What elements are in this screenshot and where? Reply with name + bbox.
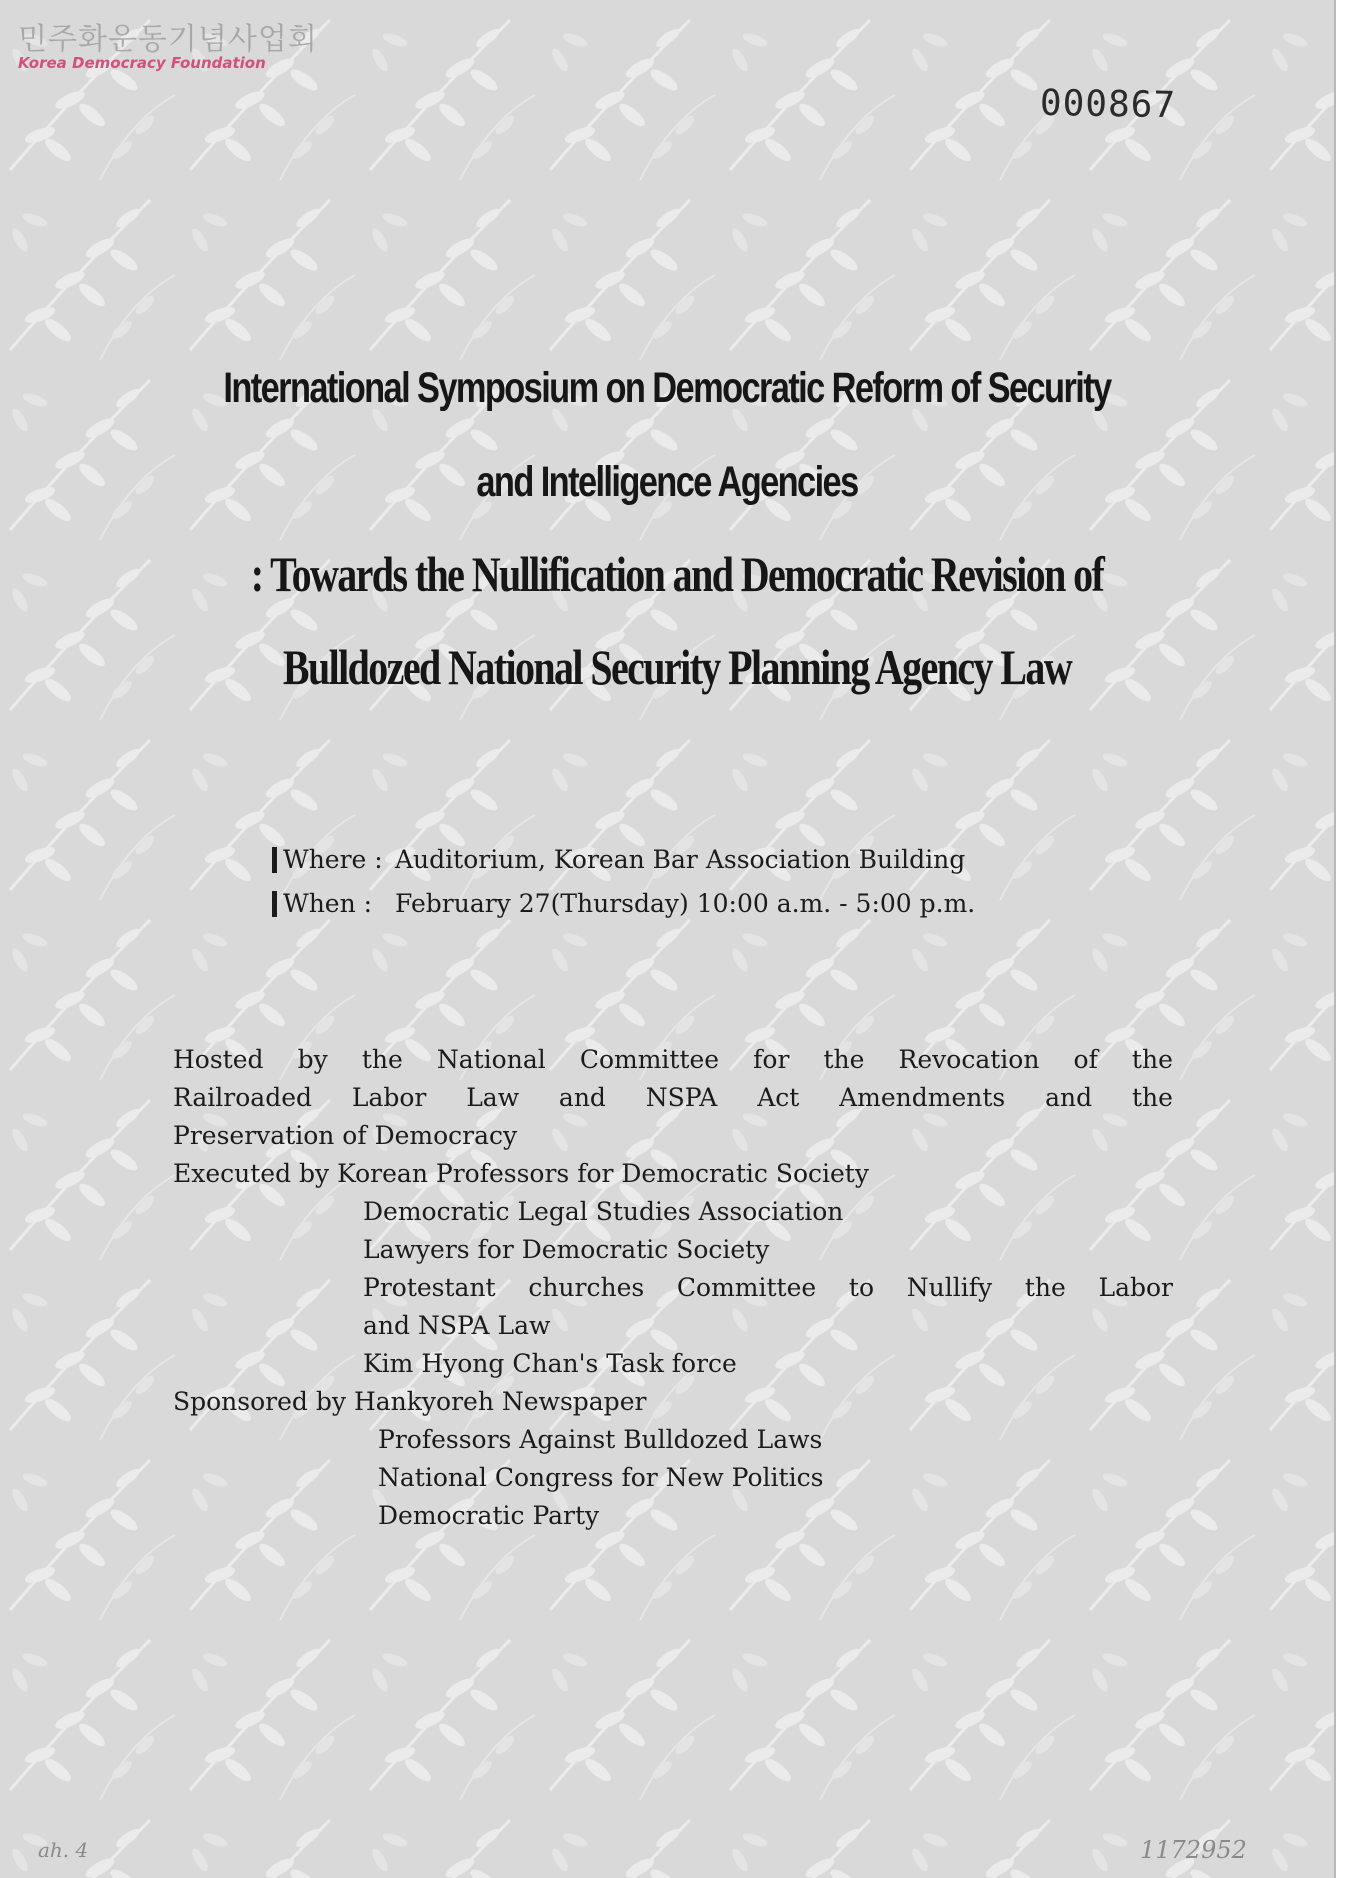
word: Labor [351,1083,427,1112]
word: Committee [676,1273,817,1302]
word: Law [466,1083,520,1112]
subtitle-line-1: : Towards the Nullification and Democratic Revision of [250,546,1104,602]
page-right-margin [1334,0,1347,1878]
venue-details [272,838,975,926]
word: Labor [1098,1273,1173,1302]
organizer-credits [173,1041,1173,1535]
bullet-bar-icon [272,891,277,917]
executed-org: Democratic Legal Studies Association [363,1197,844,1226]
word: Railroaded [173,1083,313,1112]
where-value: Auditorium, Korean Bar Association Building [395,845,966,874]
title-line-2: and Intelligence Agencies [476,458,858,506]
word: churches [528,1273,645,1302]
word: by [297,1045,328,1074]
word: Protestant [363,1273,496,1302]
executed-first-org: Korean Professors for Democratic Society [337,1159,869,1188]
when-row [272,882,975,926]
word: of [1073,1045,1098,1074]
word: Act [757,1083,800,1112]
watermark-korean-text: 민주화운동기념사업회 [18,22,318,57]
word: and [558,1083,606,1112]
sponsored-first-line [173,1383,1173,1421]
executed-org-continued: and NSPA Law [363,1311,551,1340]
hosted-line-2 [173,1079,1173,1117]
title-line-1: International Symposium on Democratic Reform of Security [223,364,1111,412]
word: the [1024,1273,1066,1302]
word: and [1045,1083,1093,1112]
bullet-bar-icon [272,847,277,873]
word: the [361,1045,403,1074]
handwritten-note-left: ah. 4 [38,1838,89,1862]
hosted-line-1 [173,1041,1173,1079]
word: Nullify [906,1273,993,1302]
document-number-stamp: 000867 [1039,82,1177,127]
sponsored-first-org: Hankyoreh Newspaper [353,1387,647,1416]
word: Revocation [898,1045,1040,1074]
executed-org: Lawyers for Democratic Society [363,1235,770,1264]
sponsor-org: Democratic Party [378,1501,600,1530]
word: the [823,1045,865,1074]
handwritten-note-right: 1172952 [1140,1836,1247,1864]
word: for [753,1045,790,1074]
sponsored-label: Sponsored by [173,1387,346,1416]
word: the [1131,1083,1173,1112]
executed-label: Executed by [173,1159,330,1188]
word: to [848,1273,875,1302]
hosted-line-3: Preservation of Democracy [173,1121,518,1150]
where-label: Where : [283,845,383,874]
word: Committee [579,1045,720,1074]
executed-org: Kim Hyong Chan's Task force [363,1349,737,1378]
executed-org-protestant [173,1269,1173,1307]
word: NSPA [645,1083,718,1112]
when-label: When : [283,889,373,918]
subtitle-line-2: Bulldozed National Security Planning Agency Law [282,639,1072,695]
word: Hosted [173,1045,264,1074]
where-row [272,838,975,882]
sponsor-org: National Congress for New Politics [378,1463,824,1492]
sponsor-org: Professors Against Bulldozed Laws [378,1425,823,1454]
executed-first-line [173,1155,1173,1193]
word: the [1131,1045,1173,1074]
word: Amendments [839,1083,1006,1112]
foundation-watermark [18,22,318,72]
watermark-english-text: Korea Democracy Foundation [18,54,266,72]
word: National [436,1045,546,1074]
when-value: February 27(Thursday) 10:00 a.m. - 5:00 p.m. [395,889,976,918]
